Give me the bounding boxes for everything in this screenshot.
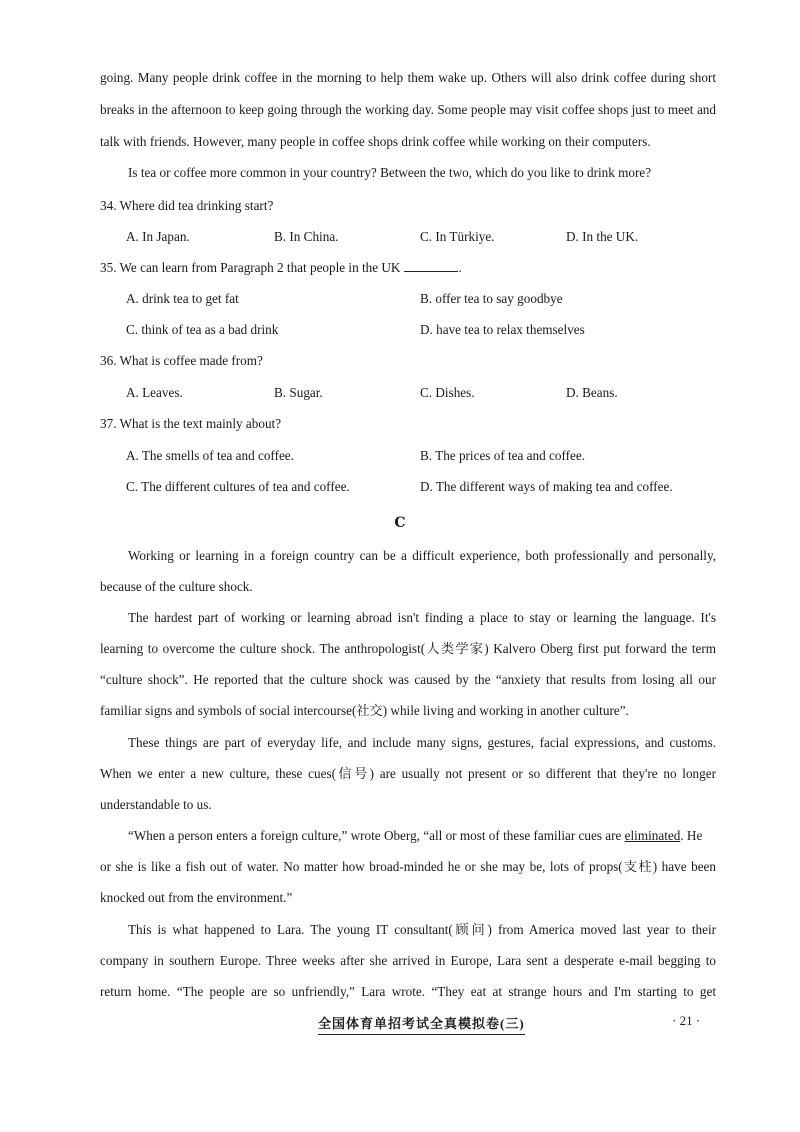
section-heading: C [394, 515, 406, 531]
passage-line: understandable to us. [100, 797, 212, 812]
question-35 [100, 260, 462, 276]
underlined-word: eliminated [624, 828, 681, 843]
passage-line: company in southern Europe. Three weeks after she arrived in Europe, Lara sent a desperate e-mail begging to [100, 953, 716, 968]
page-number: · 21 · [672, 1013, 701, 1028]
option-35-d[interactable]: D. have tea to relax themselves [420, 322, 585, 337]
passage-line: familiar signs and symbols of social intercourse(社交) while living and working in another culture”. [100, 703, 629, 718]
passage-line: going. Many people drink coffee in the morning to help them wake up. Others will also drink coffee during short [100, 70, 716, 85]
option-37-b[interactable]: B. The prices of tea and coffee. [420, 448, 586, 463]
passage-line: The hardest part of working or learning abroad isn't finding a place to stay or learning the language. It's [128, 610, 716, 625]
option-36-a[interactable]: A. Leaves. [126, 385, 183, 400]
option-35-c[interactable]: C. think of tea as a bad drink [126, 322, 279, 337]
question-stem: What is coffee made from? [119, 353, 263, 368]
passage-line: Working or learning in a foreign country can be a difficult experience, both professionally and personally, [128, 548, 716, 563]
passage-line: talk with friends. However, many people in coffee shops drink coffee while working on their computers. [100, 134, 651, 149]
passage-line: return home. “The people are so unfriendly,” Lara wrote. “They eat at strange hours and I'm starting to get [100, 984, 716, 999]
passage-line: These things are part of everyday life, and include many signs, gestures, facial expressions, and customs. [128, 735, 716, 750]
passage-line: knocked out from the environment.” [100, 890, 293, 905]
passage-line: “culture shock”. He reported that the culture shock was caused by the “anxiety that results from losing all our [100, 672, 716, 687]
passage-text: “When a person enters a foreign culture,” wrote Oberg, “all or most of these familiar cues are [128, 828, 625, 843]
question-number: 37. [100, 416, 117, 431]
option-34-b[interactable]: B. In China. [274, 229, 339, 244]
option-36-c[interactable]: C. Dishes. [420, 385, 475, 400]
passage-line: When we enter a new culture, these cues(信号) are usually not present or so different that they're no longer [100, 766, 716, 781]
question-stem: Where did tea drinking start? [119, 198, 274, 213]
option-36-b[interactable]: B. Sugar. [274, 385, 323, 400]
option-35-b[interactable]: B. offer tea to say goodbye [420, 291, 563, 306]
passage-line [128, 828, 716, 844]
option-37-a[interactable]: A. The smells of tea and coffee. [126, 448, 294, 463]
passage-text: . He [680, 828, 703, 843]
option-36-d[interactable]: D. Beans. [566, 385, 618, 400]
question-36 [100, 353, 263, 369]
option-37-d[interactable]: D. The different ways of making tea and coffee. [420, 479, 673, 494]
question-stem-end: . [458, 260, 462, 275]
option-34-a[interactable]: A. In Japan. [126, 229, 190, 244]
question-number: 35. [100, 260, 117, 275]
option-34-d[interactable]: D. In the UK. [566, 229, 639, 244]
question-stem: What is the text mainly about? [119, 416, 282, 431]
passage-line: Is tea or coffee more common in your country? Between the two, which do you like to drink more? [128, 165, 652, 180]
passage-line: because of the culture shock. [100, 579, 253, 594]
passage-line: This is what happened to Lara. The young IT consultant(顾问) from America moved last year to their [128, 922, 716, 937]
passage-line: or she is like a fish out of water. No matter how broad-minded he or she may be, lots of props(支柱) have been [100, 859, 716, 874]
question-34 [100, 198, 273, 214]
question-number: 36. [100, 353, 117, 368]
question-stem: We can learn from Paragraph 2 that people in the UK [119, 260, 401, 275]
passage-line: breaks in the afternoon to keep going through the working day. Some people may visit coffee shops just to meet and [100, 102, 716, 117]
question-number: 34. [100, 198, 117, 213]
passage-line: learning to overcome the culture shock. The anthropologist(人类学家) Kalvero Oberg first put forward the term [100, 641, 716, 656]
option-35-a[interactable]: A. drink tea to get fat [126, 291, 239, 306]
option-34-c[interactable]: C. In Türkiye. [420, 229, 495, 244]
answer-blank [404, 261, 458, 272]
footer-title: 全国体育单招考试全真模拟卷(三) [318, 1013, 525, 1035]
question-37 [100, 416, 281, 432]
option-37-c[interactable]: C. The different cultures of tea and coffee. [126, 479, 350, 494]
